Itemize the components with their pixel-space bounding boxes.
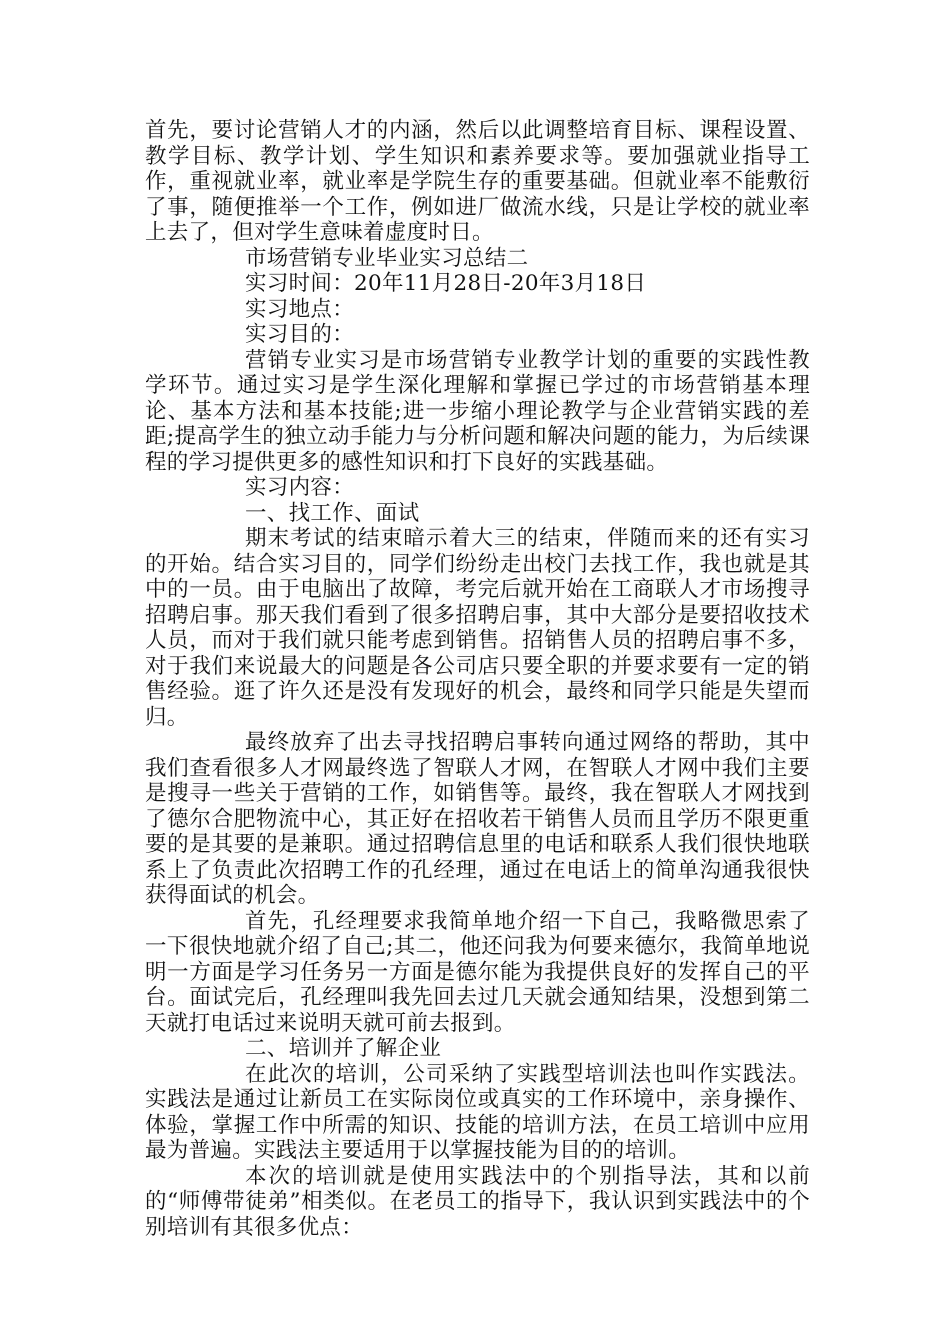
paragraph-training-method: 在此次的培训，公司采纳了实践型培训法也叫作实践法。实践法是通过让新员工在实际岗位或真实的工作环境中，亲身操作、体验，掌握工作中所需的知识、技能的培训方法，在员工培训中应用最为普遍。实践法主要适用于以掌握技能为目的的培训。 bbox=[145, 1061, 810, 1163]
section-title: 市场营销专业毕业实习总结二 bbox=[245, 245, 529, 271]
paragraph-individual-guidance: 本次的培训就是使用实践法中的个别指导法，其和以前的“师傅带徒弟”相类似。在老员工的指导下，我认识到实践法中的个别培训有其很多优点： bbox=[145, 1163, 810, 1240]
heading-job-search: 一、找工作、面试 bbox=[245, 500, 420, 526]
internship-content-label: 实习内容： bbox=[245, 475, 355, 500]
heading-training: 二、培训并了解企业 bbox=[245, 1036, 442, 1061]
paragraph-online-search: 最终放弃了出去寻找招聘启事转向通过网络的帮助，其中我们查看很多人才网最终选了智联人才网，在智联人才网中我们主要是搜寻一些关于营销的工作，如销售等。最终，我在智联人才网找到了德尔合肥物流中心，其正好在招收若干销售人员而且学历不限更重要的是其要的是兼职。通过招聘信息里的电话和联系人我们很快地联系上了负责此次招聘工作的孔经理，通过在电话上的简单沟通我很快获得面试的机会。 bbox=[145, 730, 810, 908]
paragraph-interview: 首先，孔经理要求我简单地介绍一下自己，我略微思索了一下很快地就介绍了自己;其二，他还问我为何要来德尔，我简单地说明一方面是学习任务另一方面是德尔能为我提供良好的发挥自己的平台。面试完后，孔经理叫我先回去过几天就会通知结果，没想到第二天就打电话过来说明天就可前去报到。 bbox=[145, 908, 810, 1036]
paragraph-purpose: 营销专业实习是市场营销专业教学计划的重要的实践性教学环节。通过实习是学生深化理解和掌握已学过的市场营销基本理论、基本方法和基本技能;进一步缩小理论教学与企业营销实践的差距;提高学生的独立动手能力与分析问题和解决问题的能力，为后续课程的学习提供更多的感性知识和打下良好的实践基础。 bbox=[145, 347, 810, 475]
paragraph-intro-continuation: 首先，要讨论营销人才的内涵，然后以此调整培育目标、课程设置、教学目标、教学计划、学生知识和素养要求等。要加强就业指导工作，重视就业率，就业率是学院生存的重要基础。但就业率不能敷衍了事，随便推举一个工作，例如进厂做流水线，只是让学校的就业率上去了，但对学生意味着虚度时日。 bbox=[145, 118, 810, 245]
paragraph-job-search: 期末考试的结束暗示着大三的结束，伴随而来的还有实习的开始。结合实习目的，同学们纷纷走出校门去找工作，我也就是其中的一员。由于电脑出了故障，考完后就开始在工商联人才市场搜寻招聘启事。那天我们看到了很多招聘启事，其中大部分是要招收技术人员，而对于我们就只能考虑到销售。招销售人员的招聘启事不多，对于我们来说最大的问题是各公司店只要全职的并要求要有一定的销售经验。逛了许久还是没有发现好的机会，最终和同学只能是失望而归。 bbox=[145, 526, 810, 730]
internship-time: 实习时间：20年11月28日-20年3月18日 bbox=[245, 271, 647, 296]
document-body bbox=[145, 118, 810, 1240]
internship-location: 实习地点： bbox=[245, 296, 355, 322]
internship-purpose-label: 实习目的： bbox=[245, 322, 355, 347]
